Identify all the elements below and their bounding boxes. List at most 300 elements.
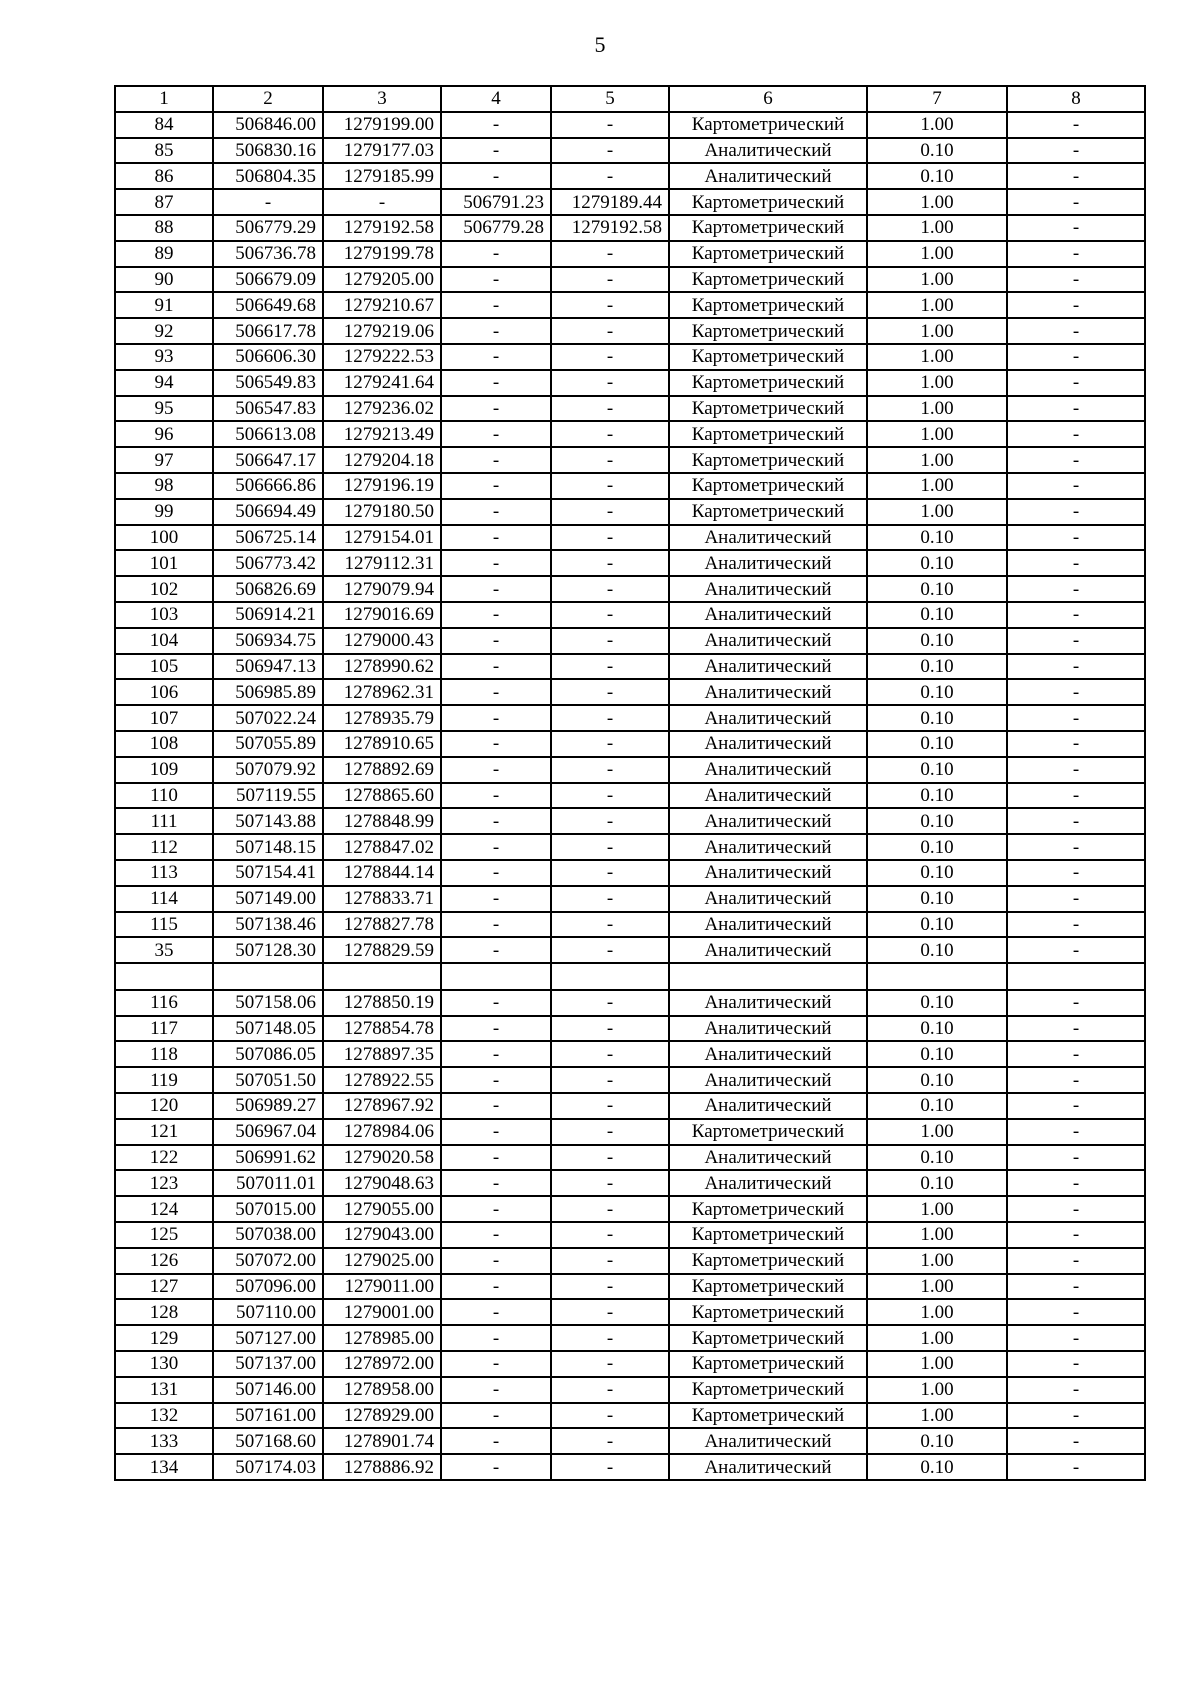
accuracy-cell: 1.00 (867, 1351, 1007, 1377)
x-coordinate-cell: 506773.42 (213, 550, 323, 576)
method-cell: Картометрический (669, 1274, 867, 1300)
accuracy-cell: 1.00 (867, 292, 1007, 318)
note-cell: - (1007, 912, 1145, 938)
y-coordinate-alt-cell: - (551, 396, 669, 422)
x-coordinate-cell: 507051.50 (213, 1067, 323, 1093)
point-number-cell: 109 (115, 757, 213, 783)
x-coordinate-alt-cell: - (441, 783, 551, 809)
point-number-cell: 101 (115, 550, 213, 576)
x-coordinate-cell: - (213, 189, 323, 215)
note-cell: - (1007, 163, 1145, 189)
point-number-cell: 105 (115, 654, 213, 680)
y-coordinate-alt-cell: - (551, 731, 669, 757)
accuracy-cell: 0.10 (867, 886, 1007, 912)
table-row (115, 112, 1145, 138)
method-cell: Аналитический (669, 1067, 867, 1093)
point-number-cell: 112 (115, 834, 213, 860)
point-number-cell: 113 (115, 860, 213, 886)
x-coordinate-cell: 507110.00 (213, 1299, 323, 1325)
x-coordinate-cell (213, 963, 323, 990)
note-cell: - (1007, 292, 1145, 318)
x-coordinate-cell: 507079.92 (213, 757, 323, 783)
y-coordinate-cell: 1279192.58 (323, 215, 441, 241)
x-coordinate-alt-cell: - (441, 1067, 551, 1093)
y-coordinate-cell: 1279213.49 (323, 421, 441, 447)
method-cell: Картометрический (669, 370, 867, 396)
table-row (115, 602, 1145, 628)
note-cell: - (1007, 1454, 1145, 1480)
x-coordinate-cell: 507072.00 (213, 1248, 323, 1274)
point-number-cell: 115 (115, 912, 213, 938)
accuracy-cell: 0.10 (867, 1428, 1007, 1454)
table-row (115, 1377, 1145, 1403)
y-coordinate-alt-cell: - (551, 421, 669, 447)
x-coordinate-cell: 507038.00 (213, 1222, 323, 1248)
accuracy-cell: 1.00 (867, 1299, 1007, 1325)
x-coordinate-alt-cell: - (441, 1196, 551, 1222)
x-coordinate-cell: 506725.14 (213, 525, 323, 551)
x-coordinate-alt-cell: - (441, 1016, 551, 1042)
x-coordinate-cell: 507127.00 (213, 1325, 323, 1351)
x-coordinate-alt-cell: - (441, 1222, 551, 1248)
y-coordinate-cell: 1279043.00 (323, 1222, 441, 1248)
x-coordinate-cell: 506666.86 (213, 473, 323, 499)
x-coordinate-alt-cell: - (441, 1274, 551, 1300)
point-number-cell: 93 (115, 344, 213, 370)
y-coordinate-alt-cell: - (551, 886, 669, 912)
x-coordinate-cell: 507143.88 (213, 808, 323, 834)
method-cell: Картометрический (669, 396, 867, 422)
point-number-cell: 91 (115, 292, 213, 318)
table-row (115, 705, 1145, 731)
point-number-cell: 104 (115, 628, 213, 654)
y-coordinate-alt-cell: - (551, 370, 669, 396)
x-coordinate-alt-cell: - (441, 499, 551, 525)
y-coordinate-alt-cell: - (551, 1454, 669, 1480)
table-row (115, 370, 1145, 396)
accuracy-cell: 0.10 (867, 602, 1007, 628)
note-cell: - (1007, 1067, 1145, 1093)
y-coordinate-alt-cell: - (551, 1067, 669, 1093)
y-coordinate-alt-cell: - (551, 499, 669, 525)
point-number-cell: 103 (115, 602, 213, 628)
table-row (115, 912, 1145, 938)
point-number-cell: 90 (115, 267, 213, 293)
y-coordinate-cell: 1279180.50 (323, 499, 441, 525)
y-coordinate-alt-cell: - (551, 912, 669, 938)
point-number-cell: 118 (115, 1041, 213, 1067)
y-coordinate-cell: 1278897.35 (323, 1041, 441, 1067)
y-coordinate-cell: 1278929.00 (323, 1403, 441, 1429)
accuracy-cell: 0.10 (867, 731, 1007, 757)
y-coordinate-cell: - (323, 189, 441, 215)
table-row (115, 576, 1145, 602)
x-coordinate-alt-cell: - (441, 292, 551, 318)
note-cell: - (1007, 886, 1145, 912)
accuracy-cell: 1.00 (867, 318, 1007, 344)
x-coordinate-alt-cell: - (441, 447, 551, 473)
y-coordinate-alt-cell: - (551, 783, 669, 809)
x-coordinate-cell: 506694.49 (213, 499, 323, 525)
accuracy-cell: 0.10 (867, 138, 1007, 164)
accuracy-cell: 1.00 (867, 112, 1007, 138)
note-cell: - (1007, 834, 1145, 860)
table-row (115, 215, 1145, 241)
table-row (115, 1119, 1145, 1145)
method-cell: Аналитический (669, 757, 867, 783)
method-cell: Аналитический (669, 602, 867, 628)
point-number-cell: 88 (115, 215, 213, 241)
method-cell: Картометрический (669, 241, 867, 267)
x-coordinate-alt-cell: - (441, 370, 551, 396)
x-coordinate-cell: 506613.08 (213, 421, 323, 447)
method-cell: Аналитический (669, 1093, 867, 1119)
x-coordinate-alt-cell: - (441, 318, 551, 344)
x-coordinate-alt-cell: - (441, 241, 551, 267)
y-coordinate-alt-cell: - (551, 447, 669, 473)
x-coordinate-alt-cell: - (441, 1041, 551, 1067)
table-row (115, 628, 1145, 654)
note-cell: - (1007, 1093, 1145, 1119)
point-number-cell: 97 (115, 447, 213, 473)
y-coordinate-cell: 1278962.31 (323, 679, 441, 705)
y-coordinate-alt-cell: - (551, 112, 669, 138)
accuracy-cell: 1.00 (867, 370, 1007, 396)
point-number-cell: 117 (115, 1016, 213, 1042)
y-coordinate-cell: 1278910.65 (323, 731, 441, 757)
accuracy-cell: 1.00 (867, 499, 1007, 525)
y-coordinate-cell: 1278827.78 (323, 912, 441, 938)
table-row (115, 396, 1145, 422)
accuracy-cell: 1.00 (867, 344, 1007, 370)
table-row (115, 886, 1145, 912)
accuracy-cell: 1.00 (867, 1377, 1007, 1403)
y-coordinate-alt-cell: - (551, 1299, 669, 1325)
y-coordinate-alt-cell: - (551, 344, 669, 370)
y-coordinate-cell: 1278935.79 (323, 705, 441, 731)
y-coordinate-cell: 1279185.99 (323, 163, 441, 189)
y-coordinate-alt-cell: - (551, 1248, 669, 1274)
table-row (115, 1428, 1145, 1454)
y-coordinate-cell: 1278901.74 (323, 1428, 441, 1454)
table-row (115, 1222, 1145, 1248)
y-coordinate-alt-cell: - (551, 318, 669, 344)
note-cell: - (1007, 1145, 1145, 1171)
point-number-cell: 134 (115, 1454, 213, 1480)
y-coordinate-cell: 1279025.00 (323, 1248, 441, 1274)
method-cell: Картометрический (669, 473, 867, 499)
y-coordinate-alt-cell: - (551, 628, 669, 654)
y-coordinate-alt-cell: - (551, 1196, 669, 1222)
note-cell: - (1007, 267, 1145, 293)
accuracy-cell: 1.00 (867, 1403, 1007, 1429)
table-row (115, 138, 1145, 164)
y-coordinate-cell: 1278850.19 (323, 990, 441, 1016)
method-cell: Аналитический (669, 628, 867, 654)
x-coordinate-cell: 507055.89 (213, 731, 323, 757)
x-coordinate-cell: 507154.41 (213, 860, 323, 886)
method-cell: Картометрический (669, 421, 867, 447)
accuracy-cell: 1.00 (867, 1222, 1007, 1248)
accuracy-cell: 0.10 (867, 757, 1007, 783)
x-coordinate-alt-cell: - (441, 396, 551, 422)
note-cell: - (1007, 937, 1145, 963)
y-coordinate-alt-cell: - (551, 1016, 669, 1042)
y-coordinate-alt-cell: - (551, 1093, 669, 1119)
method-cell: Аналитический (669, 1428, 867, 1454)
note-cell: - (1007, 576, 1145, 602)
table-row (115, 757, 1145, 783)
x-coordinate-alt-cell: - (441, 860, 551, 886)
note-cell: - (1007, 370, 1145, 396)
point-number-cell: 127 (115, 1274, 213, 1300)
y-coordinate-alt-cell: - (551, 757, 669, 783)
table-row (115, 1248, 1145, 1274)
method-cell: Картометрический (669, 318, 867, 344)
point-number-cell: 121 (115, 1119, 213, 1145)
column-header: 8 (1007, 86, 1145, 112)
point-number-cell: 119 (115, 1067, 213, 1093)
y-coordinate-cell: 1279177.03 (323, 138, 441, 164)
y-coordinate-alt-cell: - (551, 990, 669, 1016)
table-row (115, 292, 1145, 318)
method-cell: Картометрический (669, 112, 867, 138)
point-number-cell: 35 (115, 937, 213, 963)
accuracy-cell: 0.10 (867, 808, 1007, 834)
column-header: 5 (551, 86, 669, 112)
table-row (115, 1403, 1145, 1429)
note-cell: - (1007, 421, 1145, 447)
point-number-cell: 114 (115, 886, 213, 912)
coordinates-table (114, 85, 1146, 1481)
x-coordinate-cell: 507137.00 (213, 1351, 323, 1377)
point-number-cell: 126 (115, 1248, 213, 1274)
y-coordinate-cell: 1279219.06 (323, 318, 441, 344)
accuracy-cell: 0.10 (867, 163, 1007, 189)
table-row (115, 1093, 1145, 1119)
y-coordinate-cell: 1278958.00 (323, 1377, 441, 1403)
x-coordinate-cell: 507086.05 (213, 1041, 323, 1067)
y-coordinate-alt-cell: - (551, 292, 669, 318)
note-cell: - (1007, 112, 1145, 138)
y-coordinate-alt-cell: - (551, 267, 669, 293)
table-row (115, 860, 1145, 886)
x-coordinate-alt-cell: - (441, 757, 551, 783)
y-coordinate-cell: 1279001.00 (323, 1299, 441, 1325)
x-coordinate-alt-cell: - (441, 1325, 551, 1351)
x-coordinate-alt-cell: - (441, 1145, 551, 1171)
table-row (115, 654, 1145, 680)
x-coordinate-cell: 506549.83 (213, 370, 323, 396)
point-number-cell: 129 (115, 1325, 213, 1351)
method-cell: Картометрический (669, 215, 867, 241)
note-cell: - (1007, 344, 1145, 370)
x-coordinate-cell: 506804.35 (213, 163, 323, 189)
y-coordinate-alt-cell: - (551, 602, 669, 628)
accuracy-cell: 0.10 (867, 1170, 1007, 1196)
x-coordinate-alt-cell: - (441, 808, 551, 834)
y-coordinate-cell: 1279000.43 (323, 628, 441, 654)
accuracy-cell: 0.10 (867, 550, 1007, 576)
y-coordinate-cell: 1279236.02 (323, 396, 441, 422)
x-coordinate-alt-cell: - (441, 550, 551, 576)
x-coordinate-alt-cell: - (441, 1377, 551, 1403)
note-cell: - (1007, 654, 1145, 680)
y-coordinate-cell: 1278985.00 (323, 1325, 441, 1351)
column-header: 4 (441, 86, 551, 112)
y-coordinate-alt-cell: - (551, 937, 669, 963)
y-coordinate-cell: 1278854.78 (323, 1016, 441, 1042)
y-coordinate-cell: 1279196.19 (323, 473, 441, 499)
table-row (115, 318, 1145, 344)
y-coordinate-cell: 1278847.02 (323, 834, 441, 860)
x-coordinate-alt-cell: - (441, 138, 551, 164)
x-coordinate-alt-cell: 506779.28 (441, 215, 551, 241)
x-coordinate-alt-cell: - (441, 1170, 551, 1196)
y-coordinate-alt-cell: 1279189.44 (551, 189, 669, 215)
accuracy-cell: 0.10 (867, 1454, 1007, 1480)
method-cell: Картометрический (669, 1196, 867, 1222)
accuracy-cell: 1.00 (867, 1325, 1007, 1351)
note-cell: - (1007, 1041, 1145, 1067)
x-coordinate-alt-cell: - (441, 654, 551, 680)
note-cell: - (1007, 602, 1145, 628)
y-coordinate-alt-cell: - (551, 705, 669, 731)
method-cell: Картометрический (669, 189, 867, 215)
y-coordinate-cell: 1279210.67 (323, 292, 441, 318)
x-coordinate-alt-cell: - (441, 1299, 551, 1325)
column-header: 2 (213, 86, 323, 112)
note-cell: - (1007, 1428, 1145, 1454)
point-number-cell: 100 (115, 525, 213, 551)
accuracy-cell: 0.10 (867, 1067, 1007, 1093)
note-cell: - (1007, 138, 1145, 164)
y-coordinate-cell: 1278844.14 (323, 860, 441, 886)
page-number: 5 (594, 32, 606, 57)
x-coordinate-alt-cell: - (441, 421, 551, 447)
method-cell: Картометрический (669, 292, 867, 318)
table-row (115, 783, 1145, 809)
x-coordinate-cell: 507149.00 (213, 886, 323, 912)
y-coordinate-cell: 1278829.59 (323, 937, 441, 963)
table-row (115, 189, 1145, 215)
note-cell: - (1007, 473, 1145, 499)
y-coordinate-cell: 1278922.55 (323, 1067, 441, 1093)
y-coordinate-alt-cell: - (551, 834, 669, 860)
accuracy-cell: 0.10 (867, 1145, 1007, 1171)
method-cell: Картометрический (669, 1403, 867, 1429)
table-row (115, 1041, 1145, 1067)
note-cell: - (1007, 808, 1145, 834)
x-coordinate-alt-cell: - (441, 1351, 551, 1377)
method-cell: Картометрический (669, 1299, 867, 1325)
x-coordinate-alt-cell: - (441, 525, 551, 551)
accuracy-cell: 0.10 (867, 1041, 1007, 1067)
y-coordinate-cell: 1279055.00 (323, 1196, 441, 1222)
point-number-cell: 124 (115, 1196, 213, 1222)
x-coordinate-alt-cell: - (441, 1093, 551, 1119)
x-coordinate-alt-cell: - (441, 912, 551, 938)
note-cell: - (1007, 860, 1145, 886)
method-cell: Аналитический (669, 990, 867, 1016)
table-row (115, 731, 1145, 757)
accuracy-cell: 0.10 (867, 525, 1007, 551)
accuracy-cell: 1.00 (867, 267, 1007, 293)
x-coordinate-alt-cell: - (441, 1454, 551, 1480)
note-cell: - (1007, 679, 1145, 705)
method-cell: Аналитический (669, 912, 867, 938)
method-cell: Картометрический (669, 1351, 867, 1377)
x-coordinate-cell: 506606.30 (213, 344, 323, 370)
x-coordinate-alt-cell: - (441, 1428, 551, 1454)
method-cell: Аналитический (669, 860, 867, 886)
x-coordinate-alt-cell: - (441, 163, 551, 189)
x-coordinate-cell: 507022.24 (213, 705, 323, 731)
point-number-cell: 84 (115, 112, 213, 138)
x-coordinate-cell: 506934.75 (213, 628, 323, 654)
note-cell: - (1007, 318, 1145, 344)
note-cell: - (1007, 783, 1145, 809)
y-coordinate-alt-cell: - (551, 1145, 669, 1171)
column-header: 3 (323, 86, 441, 112)
note-cell: - (1007, 1299, 1145, 1325)
y-coordinate-cell: 1279199.00 (323, 112, 441, 138)
accuracy-cell: 0.10 (867, 834, 1007, 860)
method-cell: Аналитический (669, 808, 867, 834)
note-cell: - (1007, 705, 1145, 731)
x-coordinate-cell: 506647.17 (213, 447, 323, 473)
note-cell: - (1007, 189, 1145, 215)
point-number-cell: 110 (115, 783, 213, 809)
y-coordinate-alt-cell: - (551, 138, 669, 164)
point-number-cell: 92 (115, 318, 213, 344)
accuracy-cell: 0.10 (867, 1093, 1007, 1119)
y-coordinate-cell: 1279241.64 (323, 370, 441, 396)
accuracy-cell: 0.10 (867, 705, 1007, 731)
y-coordinate-alt-cell: - (551, 1119, 669, 1145)
method-cell: Аналитический (669, 525, 867, 551)
x-coordinate-alt-cell: - (441, 705, 551, 731)
table-row (115, 421, 1145, 447)
x-coordinate-cell: 507146.00 (213, 1377, 323, 1403)
method-cell: Аналитический (669, 1016, 867, 1042)
y-coordinate-alt-cell: - (551, 163, 669, 189)
x-coordinate-alt-cell: - (441, 886, 551, 912)
x-coordinate-alt-cell: - (441, 1119, 551, 1145)
accuracy-cell: 0.10 (867, 628, 1007, 654)
x-coordinate-cell: 506985.89 (213, 679, 323, 705)
y-coordinate-cell: 1279199.78 (323, 241, 441, 267)
point-number-cell: 132 (115, 1403, 213, 1429)
x-coordinate-cell: 506679.09 (213, 267, 323, 293)
accuracy-cell: 0.10 (867, 783, 1007, 809)
x-coordinate-alt-cell: - (441, 267, 551, 293)
y-coordinate-cell: 1279204.18 (323, 447, 441, 473)
point-number-cell: 120 (115, 1093, 213, 1119)
y-coordinate-alt-cell: - (551, 1351, 669, 1377)
header-row (115, 86, 1145, 112)
point-number-cell: 87 (115, 189, 213, 215)
x-coordinate-alt-cell: - (441, 1403, 551, 1429)
accuracy-cell: 1.00 (867, 447, 1007, 473)
table-row (115, 1274, 1145, 1300)
table-row (115, 344, 1145, 370)
table-row (115, 679, 1145, 705)
x-coordinate-alt-cell: - (441, 679, 551, 705)
x-coordinate-cell: 507161.00 (213, 1403, 323, 1429)
method-cell: Аналитический (669, 1041, 867, 1067)
x-coordinate-cell: 506947.13 (213, 654, 323, 680)
